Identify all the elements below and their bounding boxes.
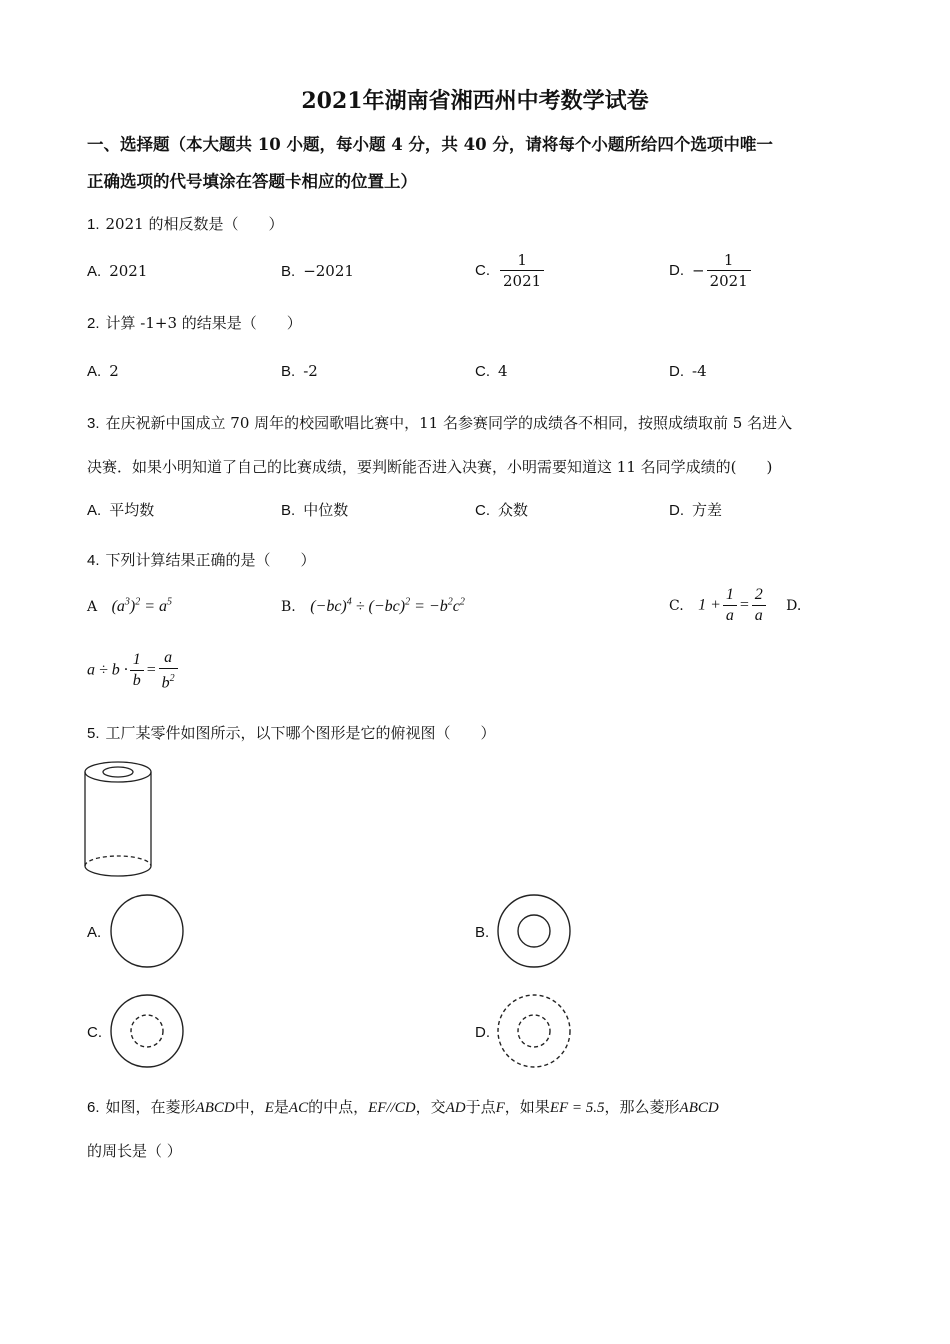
q1-option-d: D. − $\frac{1}{2021}$ (669, 250, 753, 291)
question-6-line1: 6. 如图，在菱形ABCD中，E是AC的中点，EF//CD，交AD于点F，如果EF = 5.5，那么菱形ABCD (87, 1098, 719, 1116)
q3-option-d: D. 方差 (669, 501, 723, 519)
q1-option-b: B. −2021 (281, 262, 354, 280)
q5-option-c-label: C. (87, 1024, 102, 1041)
question-number: 1. (87, 216, 100, 233)
q5-option-d-label: D. (475, 1024, 490, 1041)
q4-option-a: A $(a^3)^2 = a^5$ (87, 597, 173, 616)
q5-option-d-figure (494, 992, 576, 1074)
q2-option-c: C. 4 (475, 362, 508, 380)
page-title: 2021年湖南省湘西州中考数学试卷 (301, 88, 649, 114)
question-3-line2: 决赛．如果小明知道了自己的比赛成绩，要判断能否进入决赛，小明需要知道这 11 名同学成绩的( ) (87, 458, 773, 476)
section-header-line1: 一、选择题（本大题共 10 小题，每小题 4 分，共 40 分，请将每个小题所给四个选项中唯一 (87, 135, 773, 154)
q5-option-c-figure (108, 992, 188, 1072)
question-6-line2: 的周长是（ ） (87, 1142, 182, 1160)
q5-option-b-figure (494, 893, 574, 973)
q3-option-c: C. 众数 (475, 501, 529, 519)
question-3-line1: 3. 在庆祝新中国成立 70 周年的校园歌唱比赛中，11 名参赛同学的成绩各不相同，按照成绩取前 5 名进入 (87, 414, 793, 432)
q3-option-a: A. 平均数 (87, 501, 155, 519)
q5-option-a-label: A. (87, 924, 102, 941)
q4-option-c: C. 1 + $\frac{1}{a}$ = $\frac{2}{a}$ D. (669, 586, 802, 624)
q1-option-c: C. $\frac{1}{2021}$ (475, 250, 546, 291)
q5-option-a-figure (108, 893, 188, 973)
q5-option-b-label: B. (475, 924, 490, 941)
q4-option-d-formula: a ÷ b · $\frac{1}{b}$ = $\frac{a}{b^2}$ (87, 648, 180, 693)
q4-option-b: B. $(-bc)^4 \div (-bc)^2 = -b^2c^2$ (281, 597, 465, 616)
q2-option-d: D. -4 (669, 362, 707, 380)
question-4-stem: 4. 下列计算结果正确的是（ ） (87, 551, 316, 569)
question-text: 2021 的相反数是（ ） (105, 215, 284, 233)
q3-option-b: B. 中位数 (281, 501, 349, 519)
q2-option-b: B. -2 (281, 362, 318, 380)
fraction: $\frac{1}{2021}$ (500, 250, 544, 291)
q2-option-a: A. 2 (87, 362, 119, 380)
question-1-stem (87, 213, 283, 234)
section-header-line2: 正确选项的代号填涂在答题卡相应的位置上） (87, 172, 417, 191)
question-2-stem: 2. 计算 -1+3 的结果是（ ） (87, 314, 302, 332)
q1-option-a: A. 2021 (87, 262, 148, 280)
question-5-stem: 5. 工厂某零件如图所示，以下哪个图形是它的俯视图（ ） (87, 724, 496, 742)
hollow-cylinder-figure (80, 758, 160, 878)
fraction: $\frac{1}{2021}$ (707, 250, 751, 291)
